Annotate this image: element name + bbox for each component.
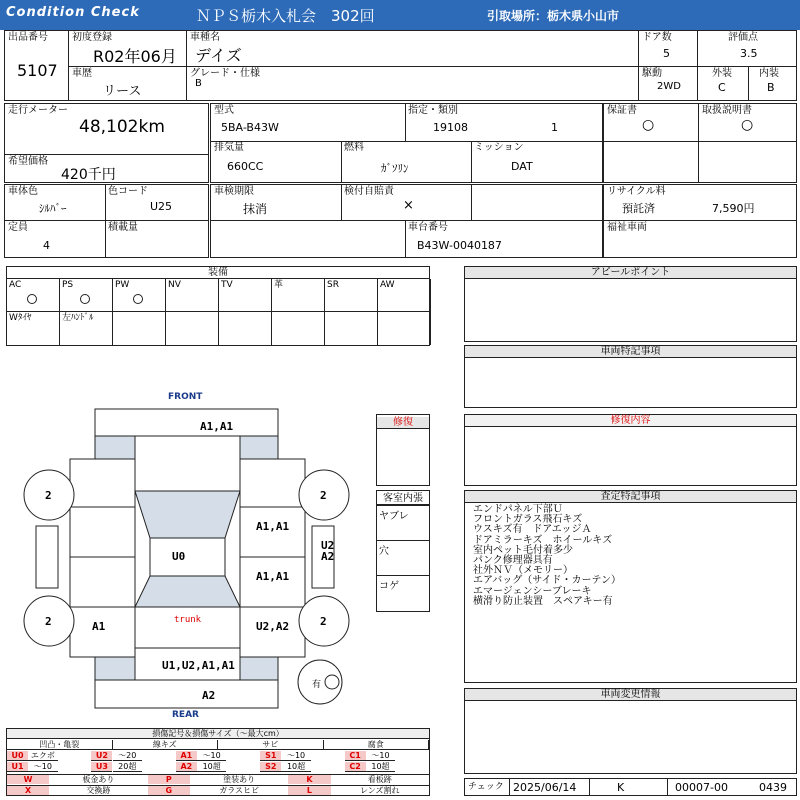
damage-right-front-tire: 2	[320, 489, 327, 502]
legend-desc: 10超	[366, 762, 396, 772]
front-left-corner	[95, 436, 135, 459]
repair-box	[376, 414, 430, 486]
inspection: 抹消	[243, 202, 268, 216]
left-front-fender	[70, 459, 135, 507]
hood-panel	[135, 436, 240, 491]
equipment-label: AC	[9, 280, 22, 290]
inspection-note-item: パンク修理器具有	[473, 555, 553, 567]
equipment-cell	[378, 279, 431, 312]
equipment-cell	[325, 312, 378, 345]
equipped-mark-icon	[27, 294, 37, 304]
inspection-note-item: エアバッグ（サイド・カーテン）	[473, 575, 621, 587]
warranty-cell	[603, 103, 699, 183]
legend-code: G	[148, 785, 190, 795]
legend-desc: 〜10	[197, 751, 227, 761]
chassis-number: B43W-0040187	[417, 239, 502, 252]
legend-desc: 〜10	[366, 751, 396, 761]
damage-right-panel: U2 A2	[321, 539, 335, 563]
car-name-cell	[186, 30, 639, 67]
first-reg: R02年06月	[93, 47, 177, 66]
legend-code: U1	[7, 762, 28, 772]
doors-cell	[638, 30, 698, 67]
checker: K	[617, 781, 625, 794]
capacity-label: 定員	[8, 222, 28, 233]
legend-desc: 〜10	[281, 751, 311, 761]
manual-label: 取扱説明書	[702, 105, 752, 116]
legend-code: K	[288, 774, 330, 784]
equipment-label: 左ﾊﾝﾄﾞﾙ	[62, 313, 94, 323]
roof-panel	[150, 538, 225, 576]
grade: B	[195, 78, 202, 89]
footer-code-1: 00007-00	[675, 781, 728, 794]
damage-rear-bumper-upper: U1,U2,A1,A1	[162, 659, 235, 672]
interior: B	[767, 81, 775, 94]
header-pickup-location: 引取場所：栃木県小山市	[487, 9, 620, 23]
history: リース	[103, 84, 142, 99]
designation-label: 指定・類別	[408, 105, 458, 116]
inspection-note-item: 室内ペット毛付着多少	[473, 544, 573, 556]
repair-content-panel	[464, 414, 797, 486]
change-info-title: 車両変更情報	[465, 689, 796, 701]
mileage: 48,102km	[79, 117, 165, 137]
displacement-label: 排気量	[214, 142, 244, 153]
displacement: 660CC	[227, 160, 264, 173]
color-code-label: 色コード	[108, 186, 148, 197]
equipment-label: SR	[327, 280, 339, 290]
check-label: チェック	[468, 782, 504, 792]
interior-item: コゲ	[377, 575, 429, 610]
spare-tire-icon	[325, 675, 339, 689]
equipment-cell	[272, 279, 325, 312]
legend-desc: 〜10	[28, 762, 58, 772]
spare-tire-status: 有	[312, 680, 322, 690]
equipment-cell	[7, 312, 60, 345]
legend-code: U3	[91, 762, 112, 772]
inspection-note-item: ウスキズ有 ドアエッジＡ	[473, 524, 592, 536]
trunk-label: trunk	[174, 615, 202, 625]
legend-code: C2	[345, 762, 366, 772]
rear-left-corner	[95, 657, 135, 680]
legend-desc: 〜20	[113, 751, 143, 761]
equipment-cell	[378, 312, 431, 345]
model-label: 型式	[214, 105, 234, 116]
legend-table	[6, 728, 430, 796]
equipment-title: 装備	[7, 267, 429, 279]
front-label: FRONT	[168, 392, 203, 402]
doors-label: ドア数	[642, 32, 672, 43]
equipment-label: PW	[115, 280, 130, 290]
footer-bar	[464, 778, 797, 796]
chassis-label: 車台番号	[408, 222, 448, 233]
manual-cell	[698, 103, 797, 183]
lot-number-cell	[4, 30, 69, 101]
manual: ○	[741, 117, 754, 133]
legend-desc: 看板跡	[331, 774, 429, 784]
legend-code: P	[148, 774, 190, 784]
drive-label: 駆動	[642, 68, 662, 79]
welfare-cell	[603, 220, 797, 258]
legend-title: 損傷記号＆損傷サイズ（〜最大cm）	[7, 729, 429, 739]
liability-label: 検付自賠責	[344, 186, 394, 197]
inspection-label: 車検期限	[214, 186, 254, 197]
equipment-label: PS	[62, 280, 74, 290]
car-name: デイズ	[195, 46, 242, 65]
chassis-cell	[210, 220, 603, 258]
drive-cell	[638, 66, 698, 101]
welfare-label: 福祉車両	[607, 222, 647, 233]
legend-code: U0	[7, 751, 28, 761]
legend-code: C1	[345, 751, 366, 761]
legend-group-header: 凹凸・亀裂	[7, 740, 113, 750]
interior-label: 内装	[759, 68, 779, 79]
equipment-cell	[272, 312, 325, 345]
equipment-table	[6, 266, 430, 346]
first-reg-cell	[68, 30, 187, 67]
recycle-cell	[603, 184, 797, 221]
exterior-label: 外装	[712, 68, 732, 79]
right-front-fender	[240, 459, 305, 507]
recycle-status: 預託済	[622, 202, 655, 215]
damage-left-rear-tire: 2	[45, 615, 52, 628]
color-code: U25	[150, 200, 173, 213]
legend-desc: 20超	[113, 762, 143, 772]
header-center-title: ＮＰＳ栃木入札会 302回	[196, 7, 375, 25]
special-notes-panel	[464, 345, 797, 408]
repair-content-title: 修復内容	[465, 415, 796, 427]
color-cell	[4, 184, 209, 221]
legend-code: A2	[176, 762, 197, 772]
damage-right-rear-door: A1,A1	[256, 570, 290, 583]
inspection-note-item: ドアミラーキズ ホイールキズ	[473, 534, 613, 546]
legend-code: W	[7, 774, 49, 784]
interior-box-title: 客室内張	[377, 493, 429, 505]
appeal-title: アピールポイント	[465, 267, 796, 279]
equipment-cell	[60, 312, 113, 345]
liability: ×	[403, 198, 414, 213]
legend-code: X	[7, 785, 49, 795]
equipment-cell	[7, 279, 60, 312]
equipment-cell	[219, 312, 272, 345]
change-info-panel	[464, 688, 797, 774]
capacity: 4	[43, 239, 50, 252]
footer-code-2: 0439	[759, 781, 787, 794]
inspection-cell	[210, 184, 603, 221]
legend-desc: 10超	[197, 762, 227, 772]
left-rear-door	[70, 557, 135, 607]
appeal-panel	[464, 266, 797, 342]
interior-item: 穴	[377, 540, 429, 575]
front-bumper-panel	[95, 409, 278, 436]
mission-label: ミッション	[474, 142, 524, 153]
special-notes-title: 車両特記事項	[465, 346, 796, 358]
lot-number-label: 出品番号	[8, 32, 48, 43]
fuel-label: 燃料	[344, 142, 364, 153]
front-right-corner	[240, 436, 278, 459]
damage-left-quarter: A1	[92, 620, 106, 633]
inspection-note-item: エマージェンシーブレーキ	[473, 585, 592, 597]
windshield	[135, 491, 240, 538]
inspection-note-item: エンドパネル下部Ｕ	[473, 504, 563, 515]
repair-box-title: 修復	[377, 417, 429, 429]
legend-desc: ガラスヒビ	[190, 785, 288, 795]
legend-code: U2	[91, 751, 112, 761]
car-name-label: 車種名	[190, 32, 220, 43]
interior-item: ヤブレ	[377, 505, 429, 540]
damage-front-bumper: A1,A1	[200, 420, 234, 433]
drive: 2WD	[657, 81, 681, 92]
history-label: 車歴	[72, 68, 92, 79]
legend-desc: 10超	[281, 762, 311, 772]
inspection-note-item: 横滑り防止装置 スペアキー有	[473, 595, 613, 607]
recycle-label: リサイクル料	[607, 186, 666, 197]
rear-bumper	[95, 680, 278, 708]
equipment-label: NV	[168, 280, 181, 290]
history-cell	[68, 66, 187, 101]
color: ｼﾙﾊﾞｰ	[39, 202, 67, 215]
check-date: 2025/06/14	[513, 781, 577, 794]
legend-desc: 交換跡	[49, 785, 147, 795]
warranty-label: 保証書	[607, 105, 637, 116]
legend-code: S2	[260, 762, 281, 772]
legend-group-header: サビ	[218, 740, 324, 750]
equipment-label: Wﾀｲﾔ	[9, 313, 32, 323]
equipment-label: AW	[380, 280, 395, 290]
lot-number: 5107	[17, 61, 58, 80]
legend-code: L	[288, 785, 330, 795]
legend-code: S1	[260, 751, 281, 761]
equipped-mark-icon	[80, 294, 90, 304]
inspection-note-item: フロントガラス飛石キズ	[473, 514, 583, 526]
grade-label: グレード・仕様	[190, 68, 260, 79]
grade-cell	[186, 66, 639, 101]
rear-right-corner	[240, 657, 278, 680]
header-left-title: Condition Check	[6, 5, 140, 20]
equipment-cell	[166, 312, 219, 345]
legend-code: A1	[176, 751, 197, 761]
legend-desc: エクボ	[28, 751, 58, 761]
interior-cell	[748, 66, 797, 101]
category: 1	[551, 121, 558, 134]
legend-group-header: 腐食	[324, 740, 430, 750]
legend-group-header: 線キズ	[113, 740, 219, 750]
first-reg-label: 初度登録	[72, 32, 112, 43]
header-bar	[0, 0, 800, 30]
exterior-cell	[697, 66, 749, 101]
load-label: 積載量	[108, 222, 138, 233]
damage-right-quarter: U2,A2	[256, 620, 290, 633]
score-label: 評価点	[728, 32, 758, 43]
inspection-note-item: 社外ＮＶ（メモリー）	[473, 565, 573, 577]
fuel: ｶﾞｿﾘﾝ	[381, 162, 409, 175]
damage-rear-bumper: A2	[202, 689, 216, 702]
doors: 5	[663, 47, 670, 60]
score: 3.5	[740, 47, 758, 60]
legend-desc: レンズ割れ	[331, 785, 429, 795]
equipped-mark-icon	[133, 294, 143, 304]
damage-right-front-door: A1,A1	[256, 520, 290, 533]
capacity-cell	[4, 220, 209, 258]
left-front-door	[70, 507, 135, 557]
rear-label: REAR	[172, 710, 199, 720]
inspection-notes-panel	[464, 490, 797, 683]
mission: DAT	[511, 160, 533, 173]
spec-cell	[210, 103, 603, 183]
rear-window	[135, 576, 240, 607]
equipment-cell	[325, 279, 378, 312]
inspection-notes-title: 査定特記事項	[465, 491, 796, 503]
mileage-label: 走行メーター	[8, 105, 68, 116]
exterior: C	[718, 81, 726, 94]
damage-roof: U0	[172, 550, 186, 563]
damage-right-rear-tire: 2	[320, 615, 327, 628]
model: 5BA-B43W	[221, 121, 279, 134]
legend-desc: 塗装あり	[190, 774, 288, 784]
mileage-price-cell	[4, 103, 209, 183]
equipment-cell	[60, 279, 113, 312]
score-cell	[697, 30, 797, 67]
color-label: 車体色	[8, 186, 38, 197]
desired-price: 420千円	[61, 167, 116, 183]
inspection-notes-list	[473, 505, 621, 607]
equipment-label: 革	[274, 280, 284, 290]
warranty: ○	[642, 117, 655, 133]
equipment-cell	[166, 279, 219, 312]
desired-price-label: 希望価格	[8, 156, 48, 167]
interior-box	[376, 490, 430, 612]
equipment-cell	[113, 312, 166, 345]
designation: 19108	[433, 121, 468, 134]
damage-left-front-tire: 2	[45, 489, 52, 502]
equipment-label: TV	[221, 280, 233, 290]
recycle-amount: 7,590円	[712, 202, 755, 215]
legend-desc: 板金あり	[49, 774, 147, 784]
left-side-panel	[36, 526, 58, 588]
equipment-cell	[219, 279, 272, 312]
equipment-cell	[113, 279, 166, 312]
